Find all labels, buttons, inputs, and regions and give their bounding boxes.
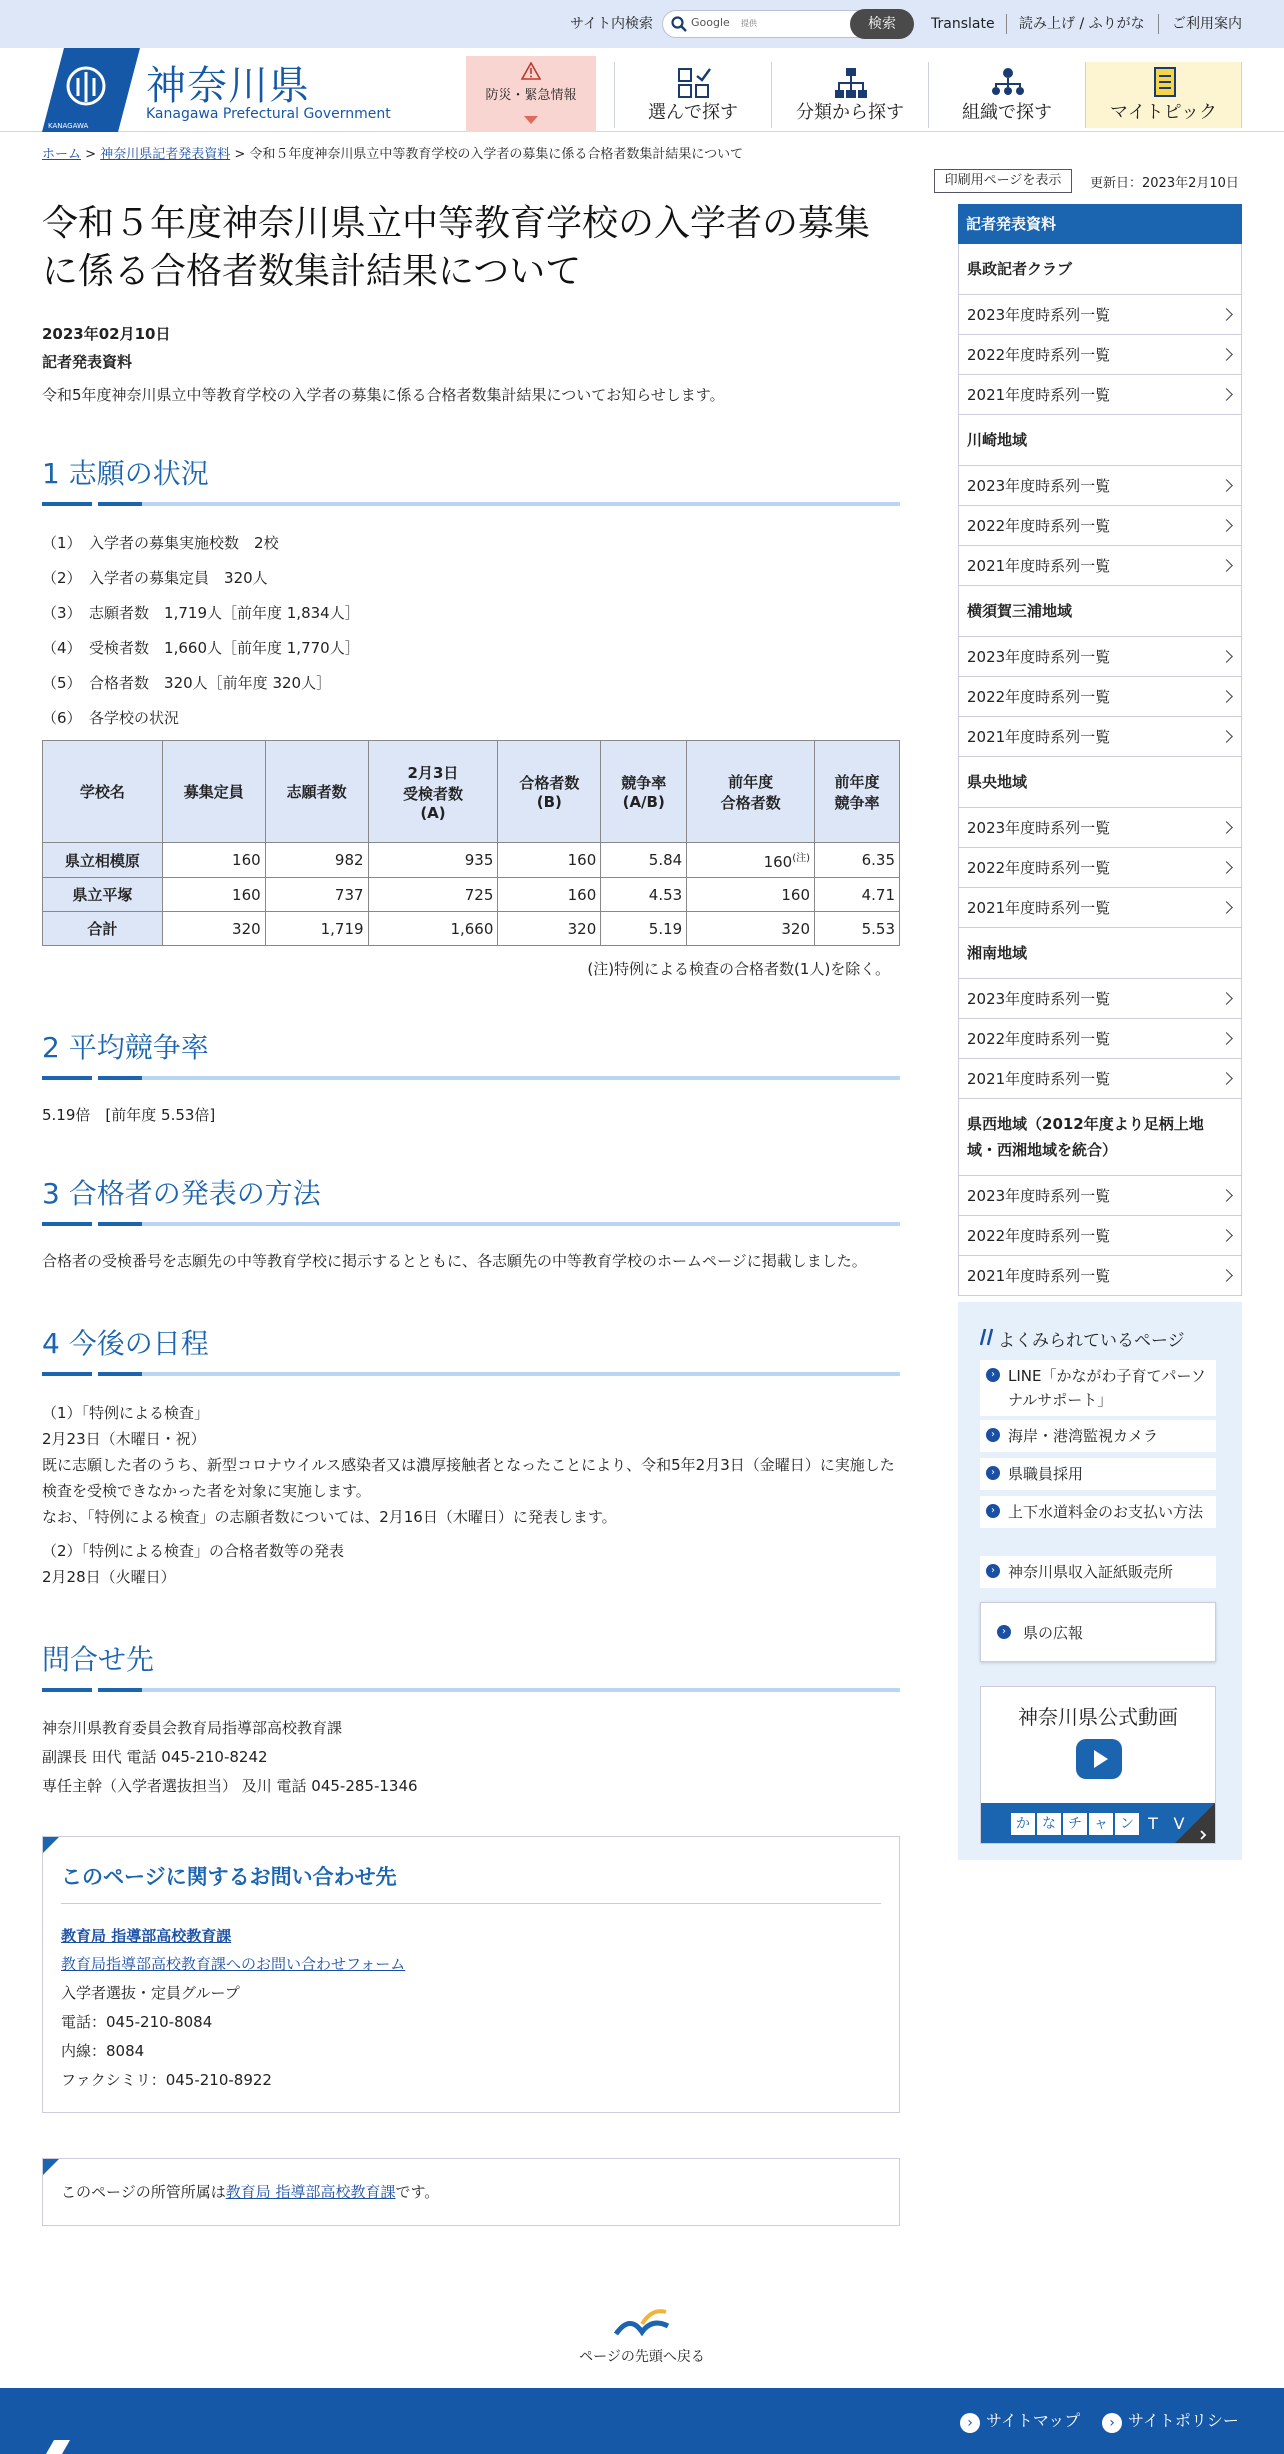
- sidebar-link[interactable]: 2022年度時系列一覧: [958, 1019, 1242, 1059]
- owner-post: です。: [395, 2183, 440, 2201]
- page-title: 令和５年度神奈川県立中等教育学校の入学者の募集に係る合格者数集計結果について: [42, 203, 871, 292]
- seagull-icon: [612, 2304, 672, 2340]
- chevron-right-icon: ›: [986, 1428, 1000, 1442]
- corner-arrow-icon: [1175, 1803, 1215, 1843]
- table-header: 前年度 合格者数: [687, 741, 815, 843]
- table-cell: 1,660: [368, 912, 498, 946]
- table-header: 募集定員: [162, 741, 265, 843]
- guide-link[interactable]: ご利用案内: [1172, 16, 1242, 32]
- chevron-right-icon: ›: [986, 1504, 1000, 1518]
- chevron-right-icon: ›: [1102, 2413, 1122, 2433]
- table-row: [43, 843, 900, 878]
- inquiry-line: 内線：8084: [61, 2042, 145, 2060]
- breadcrumb-current: 令和５年度神奈川県立中等教育学校の入学者の募集に係る合格者数集計結果について: [249, 147, 744, 162]
- contact-block: [42, 1714, 900, 1801]
- section-heading: 1 志願の状況: [42, 452, 900, 506]
- schedule-date: 2月23日（木曜日・祝）: [42, 1430, 206, 1448]
- popular-item[interactable]: [980, 1458, 1216, 1490]
- contact-line: 副課長 田代 電話 045-210-8242: [42, 1748, 268, 1766]
- kanachan-letter: か: [1011, 1813, 1035, 1835]
- table-cell: 935: [368, 843, 498, 878]
- divider: [1158, 14, 1159, 34]
- emergency-info-button[interactable]: [466, 56, 596, 132]
- popular-item-label: LINE「かながわ子育てパーソナルサポート」: [1008, 1367, 1206, 1409]
- doc-type: 記者発表資料: [42, 353, 133, 371]
- kanachan-letter: T: [1148, 1814, 1158, 1833]
- note-marker: (注): [792, 853, 811, 864]
- table-cell: 県立平塚: [43, 878, 163, 912]
- kanachan-letter: チ: [1063, 1813, 1087, 1835]
- table-cell: 737: [265, 878, 368, 912]
- owner-dept-link[interactable]: 教育局 指導部高校教育課: [225, 2183, 396, 2201]
- table-cell: 4.71: [815, 878, 900, 912]
- site-search-label: サイト内検索: [570, 16, 654, 32]
- sidebar-group-title: 川崎地域: [958, 415, 1242, 466]
- popular-item-label: 神奈川県収入証紙販売所: [1008, 1563, 1174, 1581]
- page-top-label: ページの先頭へ戻る: [579, 2349, 705, 2365]
- updated-date: 更新日：2023年2月10日: [1090, 176, 1239, 191]
- kanachan-letter: な: [1037, 1813, 1061, 1835]
- avg-ratio-text: 5.19倍 [前年度 5.53倍]: [42, 1106, 216, 1124]
- section-heading: 2 平均競争率: [42, 1026, 900, 1080]
- sidebar-link[interactable]: 2021年度時系列一覧: [958, 888, 1242, 928]
- triangle-down-icon: [524, 116, 538, 124]
- organization-icon: [991, 66, 1025, 100]
- inquiry-line: ファクシミリ：045-210-8922: [61, 2071, 272, 2089]
- chevron-right-icon: ›: [997, 1625, 1011, 1639]
- nav-label: 分類から探す: [796, 102, 904, 123]
- table-note: (注)特例による検査の合格者数(1人)を除く。: [587, 960, 890, 978]
- section-heading: 問合せ先: [42, 1638, 900, 1692]
- corner-mark: [43, 1837, 59, 1853]
- sidebar-group: [958, 415, 1242, 586]
- sidebar-link[interactable]: 2022年度時系列一覧: [958, 506, 1242, 546]
- list-item: （2） 入学者の募集定員 320人: [42, 569, 268, 587]
- sidebar-link[interactable]: 2023年度時系列一覧: [958, 466, 1242, 506]
- table-header: 前年度 競争率: [815, 741, 900, 843]
- nav-label: 選んで探す: [648, 102, 738, 123]
- breadcrumb: [42, 143, 743, 162]
- breadcrumb-home[interactable]: ホーム: [42, 147, 82, 162]
- logo-small-text: KANAGAWA: [48, 122, 89, 130]
- site-policy-link[interactable]: [1102, 2408, 1239, 2432]
- publish-date: 2023年02月10日: [42, 325, 171, 343]
- school-status-table: [42, 740, 900, 946]
- table-cell: 6.35: [815, 843, 900, 878]
- warning-icon: [521, 62, 541, 80]
- section-heading: 3 合格者の発表の方法: [42, 1172, 900, 1226]
- table-cell: 320: [687, 912, 815, 946]
- chevron-right-icon: ›: [986, 1466, 1000, 1480]
- corner-mark: [43, 2159, 59, 2175]
- sidebar-group-title: 県政記者クラブ: [958, 244, 1242, 295]
- popular-item[interactable]: [980, 1496, 1216, 1528]
- sidebar-group-title: 横須賀三浦地域: [958, 586, 1242, 637]
- breadcrumb-parent[interactable]: 神奈川県記者発表資料: [100, 147, 231, 162]
- list-item: （1） 入学者の募集実施校数 2校: [42, 534, 279, 552]
- owner-text: [61, 2179, 439, 2205]
- sidebar-group: [958, 757, 1242, 928]
- list-item: （3） 志願者数 1,719人［前年度 1,834人］: [42, 604, 360, 622]
- breadcrumb-sep: >: [85, 147, 97, 162]
- inquiry-line: 入学者選抜・定員グループ: [61, 1984, 240, 2002]
- owner-box: [42, 2158, 900, 2226]
- inquiry-dept-link[interactable]: 教育局 指導部高校教育課: [61, 1927, 232, 1945]
- sidebar-heading: 記者発表資料: [958, 204, 1242, 244]
- sidebar-group: [958, 1099, 1242, 1296]
- table-header-row: [43, 741, 900, 843]
- sidebar-link[interactable]: 2021年度時系列一覧: [958, 1059, 1242, 1099]
- nav-select-search[interactable]: [614, 62, 771, 128]
- chevron-right-icon: ›: [986, 1368, 1000, 1382]
- nav-label: マイトピック: [1110, 102, 1217, 123]
- inquiry-form-link[interactable]: 教育局指導部高校教育課へのお問い合わせフォーム: [61, 1955, 406, 1973]
- table-row: [43, 878, 900, 912]
- search-icon: [671, 16, 687, 32]
- table-cell: 725: [368, 878, 498, 912]
- announcement-text: 合格者の受検番号を志願先の中等教育学校に掲示するとともに、各志願先の中等教育学校のホームページに掲載しました。: [42, 1252, 867, 1270]
- nav-organization-search[interactable]: [928, 62, 1085, 128]
- list-item: （6） 各学校の状況: [42, 709, 180, 727]
- table-cell: 1,719: [265, 912, 368, 946]
- table-cell: 160: [687, 878, 815, 912]
- kanachan-tv-logo: [981, 1803, 1215, 1843]
- sidebar-link[interactable]: 2022年度時系列一覧: [958, 335, 1242, 375]
- nav-my-topic[interactable]: [1085, 62, 1242, 128]
- sidebar-link[interactable]: 2021年度時系列一覧: [958, 375, 1242, 415]
- popular-title: よくみられているページ: [998, 1331, 1185, 1351]
- table-row-total: [43, 912, 900, 946]
- print-button[interactable]: 印刷用ページを表示: [934, 169, 1072, 193]
- table-cell: 320: [498, 912, 601, 946]
- search-button[interactable]: 検索: [850, 9, 914, 39]
- table-header: 合格者数 (B): [498, 741, 601, 843]
- table-header: 競争率 (A/B): [601, 741, 687, 843]
- footer-stripe-icon: [40, 2440, 120, 2454]
- divider: [1006, 14, 1007, 34]
- popular-item-label: 海岸・港湾監視カメラ: [1008, 1427, 1159, 1445]
- chevron-right-icon: ›: [986, 1564, 1000, 1578]
- sitemap-label: サイトマップ: [986, 2411, 1081, 2430]
- table-cell: 県立相模原: [43, 843, 163, 878]
- lead-text: 令和5年度神奈川県立中等教育学校の入学者の募集に係る合格者数集計結果についてお知らせします。: [42, 386, 725, 404]
- table-cell: 320: [162, 912, 265, 946]
- table-header: 志願者数: [265, 741, 368, 843]
- popular-item-label: 県職員採用: [1008, 1465, 1084, 1483]
- sidebar-link[interactable]: 2021年度時系列一覧: [958, 717, 1242, 757]
- page-top-link[interactable]: [570, 2304, 714, 2366]
- table-cell: 5.53: [815, 912, 900, 946]
- translate-link[interactable]: Translate: [931, 16, 995, 32]
- sidebar-link[interactable]: 2023年度時系列一覧: [958, 808, 1242, 848]
- google-sub-label: 提供: [741, 19, 757, 28]
- divider: [61, 1903, 881, 1904]
- list-item: （5） 合格者数 320人［前年度 320人］: [42, 674, 332, 692]
- table-cell: 160: [498, 878, 601, 912]
- inquiry-box: [42, 1836, 900, 2113]
- site-header: [0, 48, 1284, 132]
- table-cell: 160: [498, 843, 601, 878]
- owner-pre: このページの所管所属は: [61, 2183, 226, 2201]
- schedule-item: （2）「特例による検査」の合格者数等の発表: [42, 1542, 345, 1560]
- breadcrumb-sep: >: [234, 147, 246, 162]
- google-label: Google: [691, 16, 730, 29]
- table-cell-note: [687, 843, 815, 878]
- schedule-item: （1）「特例による検査」: [42, 1404, 210, 1422]
- cell-value: 160: [763, 853, 793, 871]
- sidebar-group: [958, 244, 1242, 415]
- sidebar-link[interactable]: 2023年度時系列一覧: [958, 1176, 1242, 1216]
- official-video-banner[interactable]: [980, 1686, 1216, 1844]
- furigana-link[interactable]: 読み上げ / ふりがな: [1019, 16, 1145, 32]
- sidebar-link[interactable]: 2023年度時系列一覧: [958, 979, 1242, 1019]
- popular-item-label: 上下水道料金のお支払い方法: [1008, 1503, 1204, 1521]
- table-cell: 160: [162, 843, 265, 878]
- schedule-text: なお、「特例による検査」の志願者数については、2月16日（木曜日）に発表します。: [42, 1508, 617, 1526]
- logo-title[interactable]: 神奈川県: [146, 63, 310, 109]
- chevron-right-icon: ›: [960, 2413, 980, 2433]
- utility-bar: [0, 0, 1284, 48]
- kanachan-letter: ン: [1115, 1813, 1139, 1835]
- popular-item[interactable]: [980, 1556, 1216, 1588]
- schedule-date: 2月28日（火曜日）: [42, 1568, 176, 1586]
- table-cell: 160: [162, 878, 265, 912]
- inquiry-line: 電話：045-210-8084: [61, 2013, 213, 2031]
- list-item: （4） 受検者数 1,660人［前年度 1,770人］: [42, 639, 360, 657]
- sidebar-link[interactable]: 2023年度時系列一覧: [958, 637, 1242, 677]
- play-icon: [1076, 1739, 1122, 1779]
- section-heading: 4 今後の日程: [42, 1322, 900, 1376]
- footer: [0, 2388, 1284, 2454]
- table-cell: 合計: [43, 912, 163, 946]
- inquiry-lines: [61, 1979, 272, 2095]
- select-search-icon: [677, 66, 711, 100]
- table-cell: 4.53: [601, 878, 687, 912]
- table-cell: 5.19: [601, 912, 687, 946]
- sidebar-group-title: 県央地域: [958, 757, 1242, 808]
- contact-line: 神奈川県教育委員会教育局指導部高校教育課: [42, 1719, 343, 1737]
- koho-button[interactable]: [980, 1602, 1216, 1662]
- nav-category-search[interactable]: [771, 62, 928, 128]
- sidebar-group-title: 湘南地域: [958, 928, 1242, 979]
- sidebar-link[interactable]: 2022年度時系列一覧: [958, 848, 1242, 888]
- schedule-text: 既に志願した者のうち、新型コロナウイルス感染者又は濃厚接触者となったことにより、令和5年2月3日（金曜日）に実施した検査を受検できなかった者を対象に実施します。: [42, 1456, 895, 1500]
- site-policy-label: サイトポリシー: [1128, 2411, 1239, 2430]
- application-list: [42, 526, 900, 736]
- table-cell: 982: [265, 843, 368, 878]
- sidebar-link[interactable]: 2023年度時系列一覧: [958, 295, 1242, 335]
- kanagawa-logo-icon[interactable]: [42, 48, 140, 132]
- category-tree-icon: [834, 66, 868, 100]
- popular-item[interactable]: [980, 1420, 1216, 1452]
- sidebar-link[interactable]: 2022年度時系列一覧: [958, 1216, 1242, 1256]
- sidebar-link[interactable]: 2021年度時系列一覧: [958, 1256, 1242, 1296]
- sidebar-group-title: 県西地域（2012年度より足柄上地域・西湘地域を統合）: [958, 1099, 1242, 1176]
- contact-line: 専任主幹（入学者選抜担当） 及川 電話 045-285-1346: [42, 1777, 418, 1795]
- slash-icon: [980, 1328, 994, 1346]
- sidebar-link[interactable]: 2022年度時系列一覧: [958, 677, 1242, 717]
- sidebar-link[interactable]: 2021年度時系列一覧: [958, 546, 1242, 586]
- my-topic-icon: [1148, 66, 1182, 100]
- popular-pages-panel: [958, 1302, 1242, 1860]
- kanachan-letter: ャ: [1089, 1813, 1113, 1835]
- video-title: 神奈川県公式動画: [1018, 1705, 1178, 1729]
- koho-label: 県の広報: [1023, 1624, 1084, 1642]
- table-header: 学校名: [43, 741, 163, 843]
- sitemap-link[interactable]: [960, 2408, 1080, 2432]
- sidebar: [958, 204, 1242, 1296]
- sidebar-group: [958, 586, 1242, 757]
- logo-subtitle: Kanagawa Prefectural Government: [146, 106, 391, 122]
- popular-item[interactable]: [980, 1360, 1216, 1416]
- table-cell: 5.84: [601, 843, 687, 878]
- kanachan-letter: V: [1173, 1814, 1185, 1833]
- table-header: 2月3日 受検者数 (A): [368, 741, 498, 843]
- sidebar-group: [958, 928, 1242, 1099]
- nav-label: 組織で探す: [962, 102, 1052, 123]
- inquiry-title: このページに関するお問い合わせ先: [61, 1865, 397, 1889]
- emergency-label: 防災・緊急情報: [485, 88, 577, 103]
- main-content: [42, 200, 900, 1801]
